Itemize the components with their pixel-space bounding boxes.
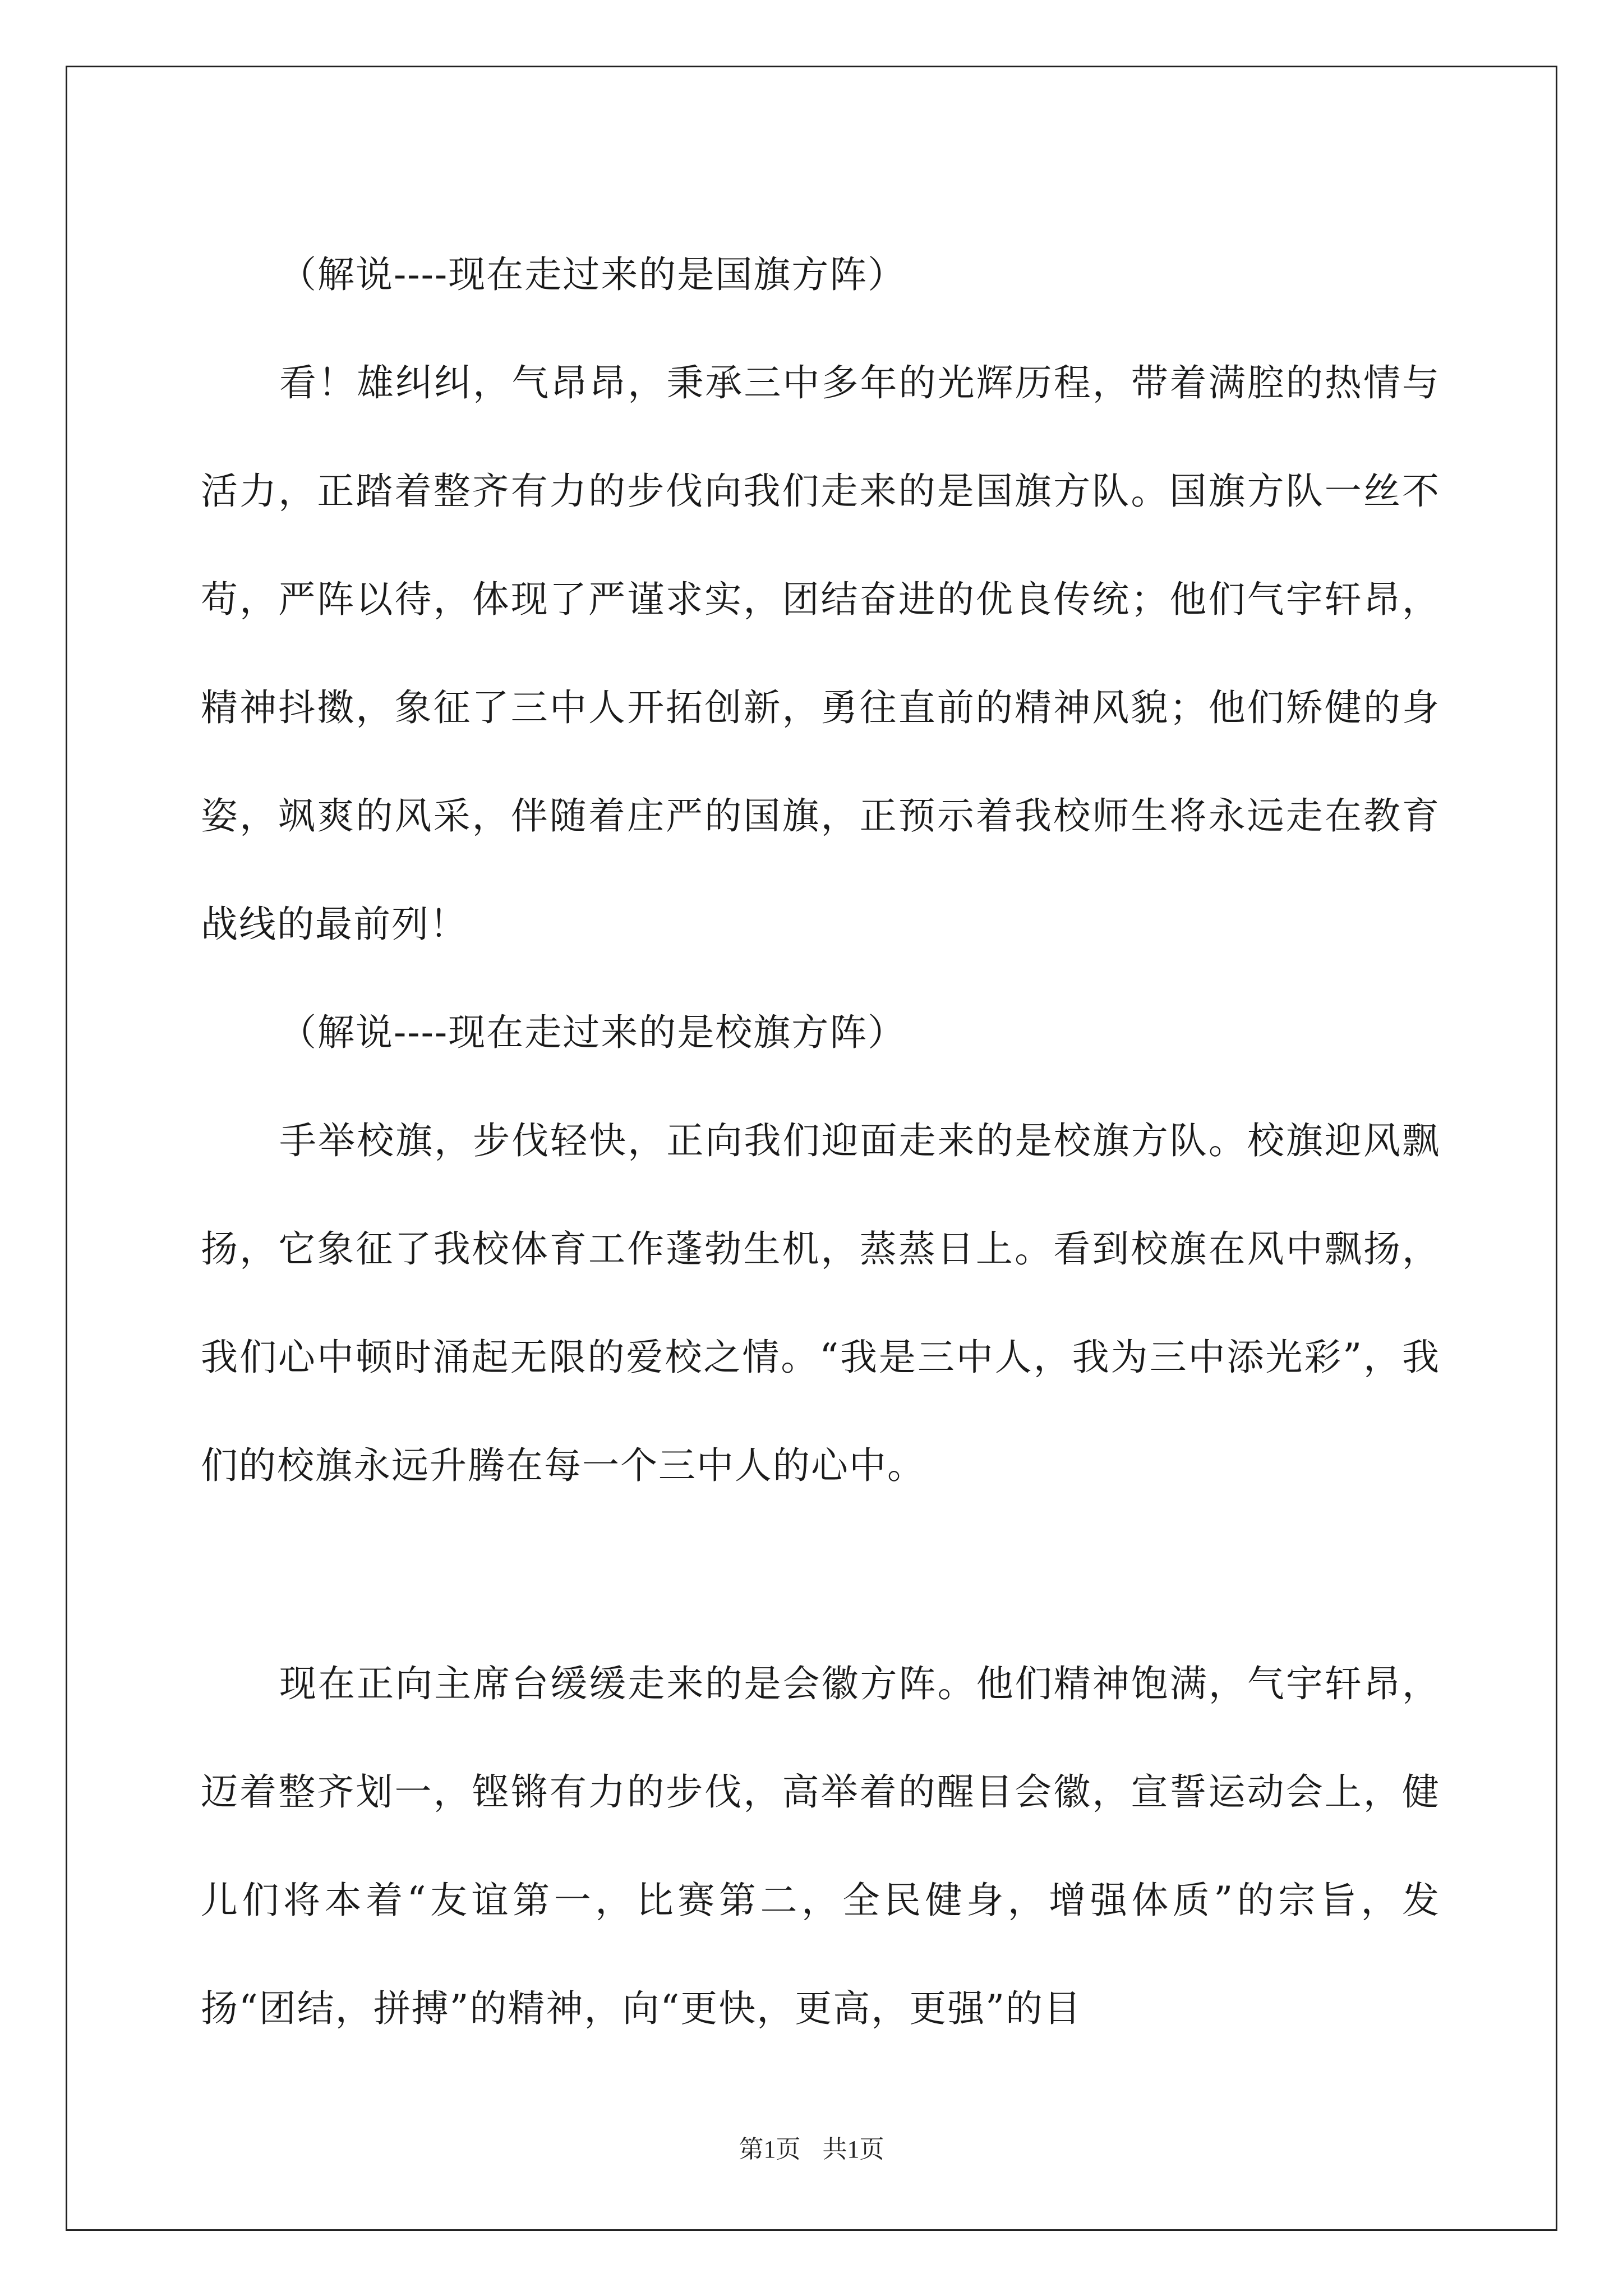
caption-national-flag: （解说----现在走过来的是国旗方阵）: [279, 253, 906, 296]
page-footer: [0, 2129, 1623, 2165]
caption-school-flag: （解说----现在走过来的是校旗方阵）: [279, 1011, 906, 1054]
document-body: [201, 220, 1440, 2063]
paragraph-school-flag: 手举校旗，步伐轻快，正向我们迎面走来的是校旗方队。校旗迎风飘扬，它象征了我校体育工作蓬勃生机，蒸蒸日上。看到校旗在风中飘扬，我们心中顿时涌起无限的爱校之情。“我是三中人，我为三中添光彩”，我们的校旗永远升腾在每一个三中人的心中。: [201, 1119, 1440, 1487]
page-number: 第1页: [739, 2136, 801, 2163]
paragraph-emblem: 现在正向主席台缓缓走来的是会徽方阵。他们精神饱满，气宇轩昂，迈着整齐划一，铿锵有力的步伐，高举着的醒目会徽，宣誓运动会上，健儿们将本着“友谊第一，比赛第二，全民健身，增强体质”的宗旨，发扬“团结，拼搏”的精神，向“更快，更高，更强”的目: [201, 1662, 1440, 2030]
paragraph-gap: [201, 1520, 1440, 1630]
paragraph-national-flag: 看！雄纠纠，气昂昂，秉承三中多年的光辉历程，带着满腔的热情与活力，正踏着整齐有力的步伐向我们走来的是国旗方队。国旗方队一丝不苟，严阵以待，体现了严谨求实，团结奋进的优良传统；他们气宇轩昂，精神抖擞，象征了三中人开拓创新，勇往直前的精神风貌；他们矫健的身姿，飒爽的风采，伴随着庄严的国旗，正预示着我校师生将永远走在教育战线的最前列！: [201, 361, 1440, 946]
page-total: 共1页: [822, 2136, 884, 2163]
